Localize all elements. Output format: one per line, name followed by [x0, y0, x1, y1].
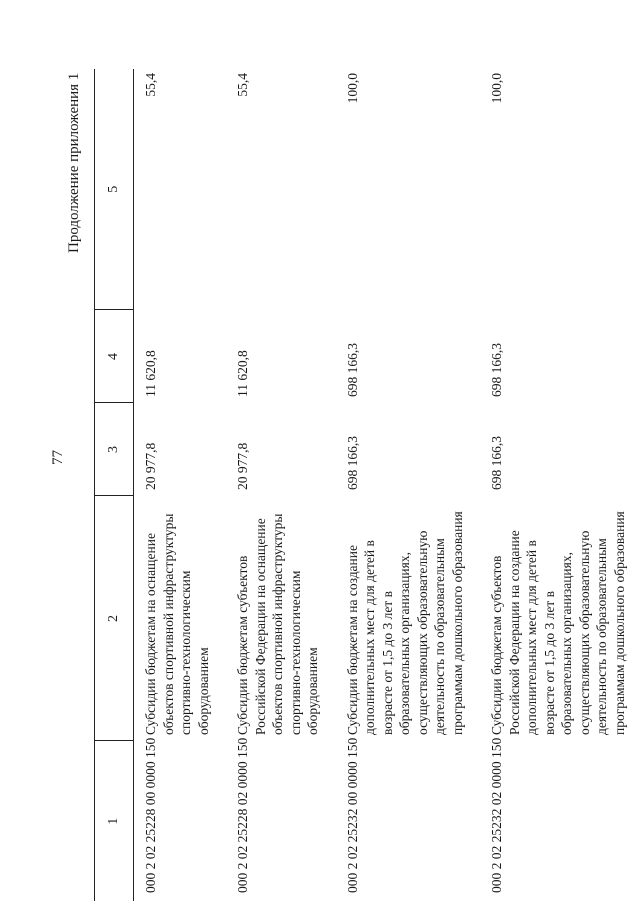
- description-cell: Субсидии бюджетам на создание дополнительных мест для детей в возрасте от 1,5 до 3 лет в образовательных организациях, осуществляющих образовательную деятельность по образовательным программам дошкольного образования: [344, 511, 465, 735]
- column-header-2: 2: [95, 496, 134, 741]
- description-cell: Субсидии бюджетам субъектов Российской Федерации на оснащение объектов спортивной инфраструктуры спортивно-технологическим оборудованием: [235, 513, 320, 735]
- actual-amount-cell: 698 166,3: [344, 343, 360, 397]
- budget-code-cell: 000 2 02 25232 00 0000 150: [344, 737, 360, 893]
- table-row: [226, 69, 336, 901]
- column-header-5: 5: [95, 69, 134, 310]
- actual-amount-cell: 11 620,8: [235, 350, 250, 397]
- actual-amount-cell: 11 620,8: [143, 350, 158, 397]
- percent-cell: 100,0: [344, 73, 360, 104]
- actual-amount-cell: 698 166,3: [489, 343, 504, 397]
- column-header-3: 3: [95, 403, 134, 496]
- page-number: 77: [50, 450, 66, 465]
- planned-amount-cell: 698 166,3: [344, 436, 360, 490]
- budget-table: [94, 69, 640, 901]
- budget-code-cell: 000 2 02 25228 02 0000 150: [235, 737, 250, 893]
- column-header-1: 1: [95, 741, 134, 901]
- table-row: [134, 69, 227, 901]
- percent-cell: 55,4: [235, 73, 250, 97]
- table-row: [336, 69, 481, 901]
- table-row: [480, 69, 640, 901]
- planned-amount-cell: 698 166,3: [489, 436, 504, 490]
- percent-cell: 55,4: [143, 73, 158, 97]
- budget-code-cell: 000 2 02 25232 02 0000 150: [489, 737, 504, 893]
- description-cell: Субсидии бюджетам на оснащение объектов спортивной инфраструктуры спортивно-технологическим оборудованием: [143, 513, 211, 735]
- planned-amount-cell: 20 977,8: [235, 442, 250, 490]
- percent-cell: 100,0: [489, 73, 504, 104]
- table-header-row: [95, 69, 134, 901]
- planned-amount-cell: 20 977,8: [143, 442, 158, 490]
- column-header-4: 4: [95, 310, 134, 403]
- appendix-continuation-note: Продолжение приложения 1: [66, 72, 82, 253]
- budget-code-cell: 000 2 02 25228 00 0000 150: [143, 737, 158, 893]
- description-cell: Субсидии бюджетам субъектов Российской Федерации на создание дополнительных мест для детей в возрасте от 1,5 до 3 лет в образовательных организациях, осуществляющих образовательную деятельность по образовательным программам дошкольного образования: [489, 511, 627, 735]
